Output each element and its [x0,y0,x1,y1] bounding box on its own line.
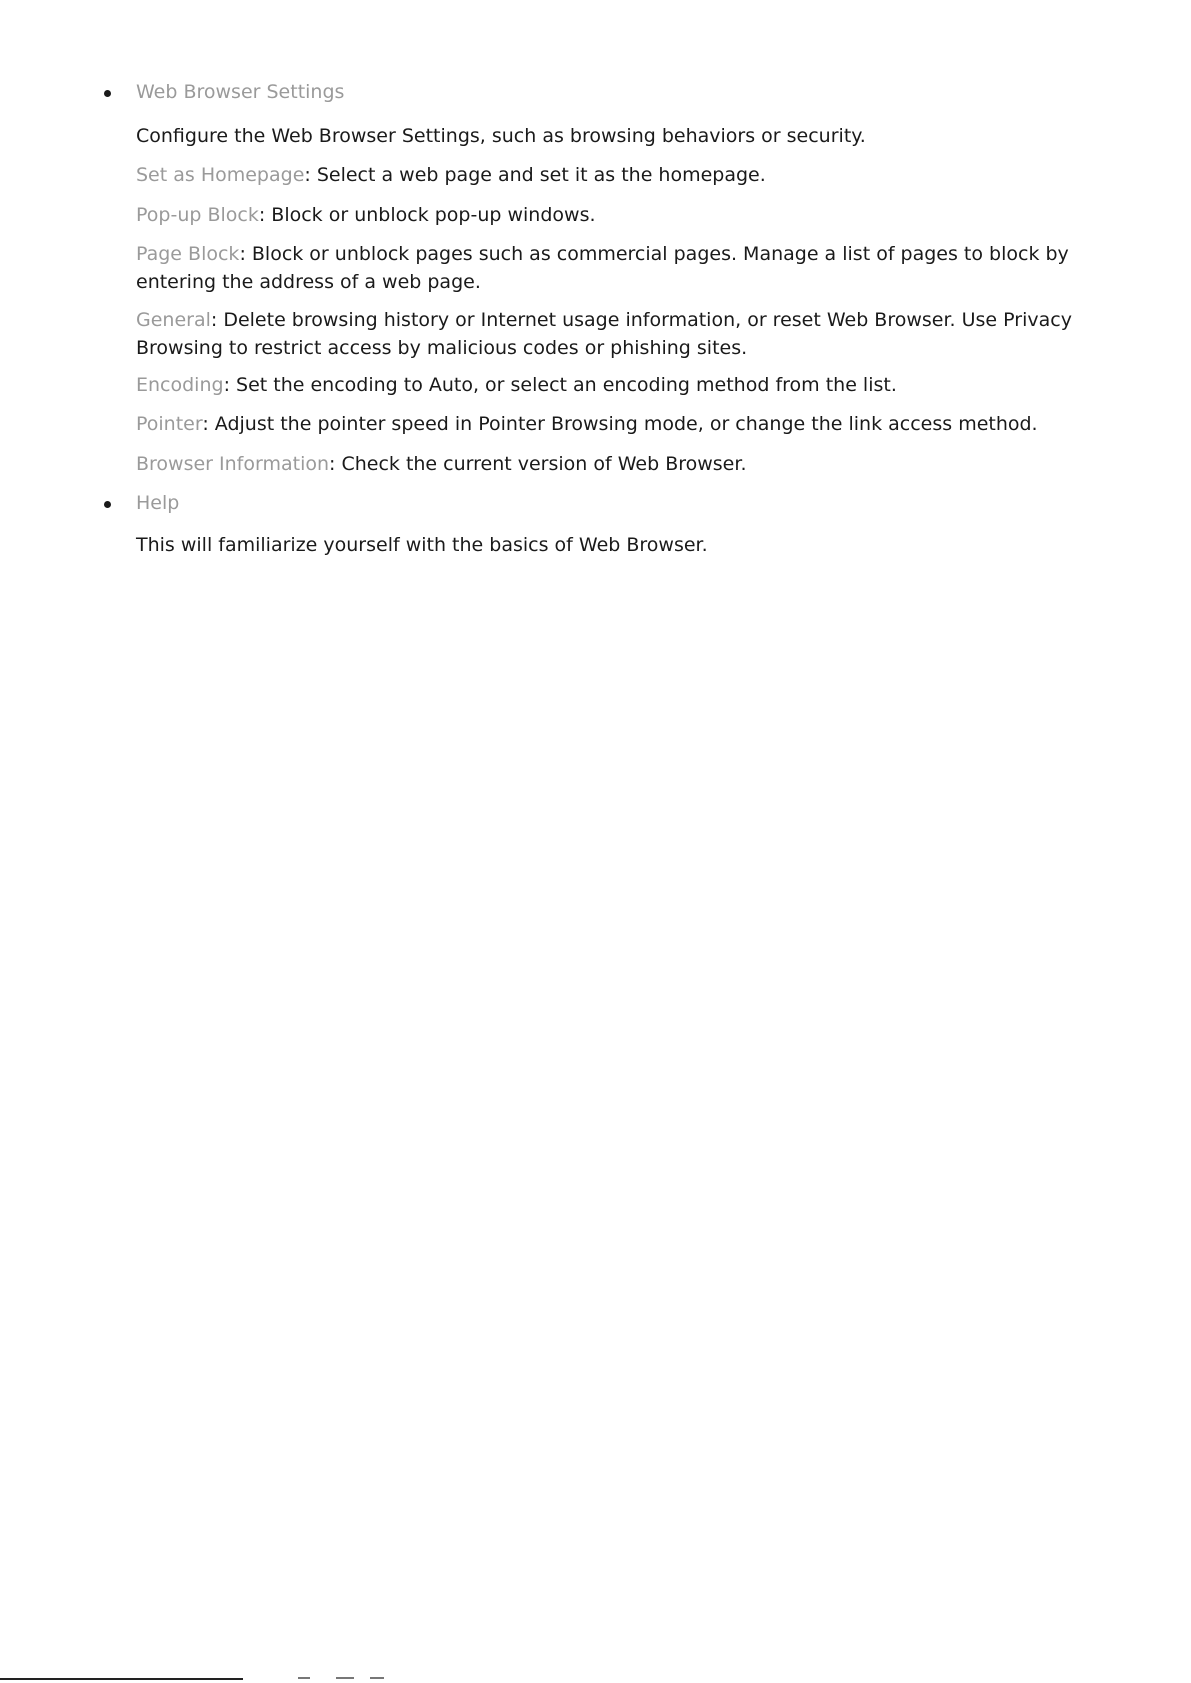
bullet-item [96,491,1126,521]
setting-term: Pop-up Block [136,204,259,226]
setting-description: : Adjust the pointer speed in Pointer Browsing mode, or change the link access method. [202,413,1038,435]
setting-term: Set as Homepage [136,164,305,186]
setting-description: : Select a web page and set it as the homepage. [304,164,766,186]
setting-item-popup-block [136,201,1121,229]
bullet-icon [104,90,111,97]
setting-description: : Delete browsing history or Internet usage information, or reset Web Browser. Use Privacy Browsing to restrict access by malicious codes or phishing sites. [136,309,1072,359]
bullet-item [96,80,1126,110]
setting-description: : Block or unblock pages such as commercial pages. Manage a list of pages to block by entering the address of a web page. [136,243,1069,293]
section-intro: Configure the Web Browser Settings, such as browsing behaviors or security. [136,125,866,147]
setting-term: Pointer [136,413,203,435]
section-heading: Web Browser Settings [136,81,345,103]
section-intro: This will familiarize yourself with the basics of Web Browser. [136,534,708,556]
setting-term: Browser Information [136,453,330,475]
section-heading: Help [136,492,180,514]
footer-marks [298,1677,408,1681]
setting-item-browser-information [136,450,1121,478]
setting-item-encoding [136,371,1121,399]
setting-description: : Block or unblock pop-up windows. [258,204,596,226]
setting-description: : Check the current version of Web Browser. [329,453,747,475]
section-web-browser-settings [96,80,1126,110]
setting-item-pointer [136,410,1121,438]
footer-rule [0,1678,243,1680]
bullet-icon [104,501,111,508]
setting-term: General [136,309,211,331]
setting-item-page-block [136,240,1121,296]
setting-description: : Set the encoding to Auto, or select an encoding method from the list. [223,374,897,396]
section-help [96,491,1126,521]
setting-item-general [136,306,1121,362]
setting-term: Page Block [136,243,240,265]
setting-term: Encoding [136,374,224,396]
setting-item-homepage [136,161,1121,189]
